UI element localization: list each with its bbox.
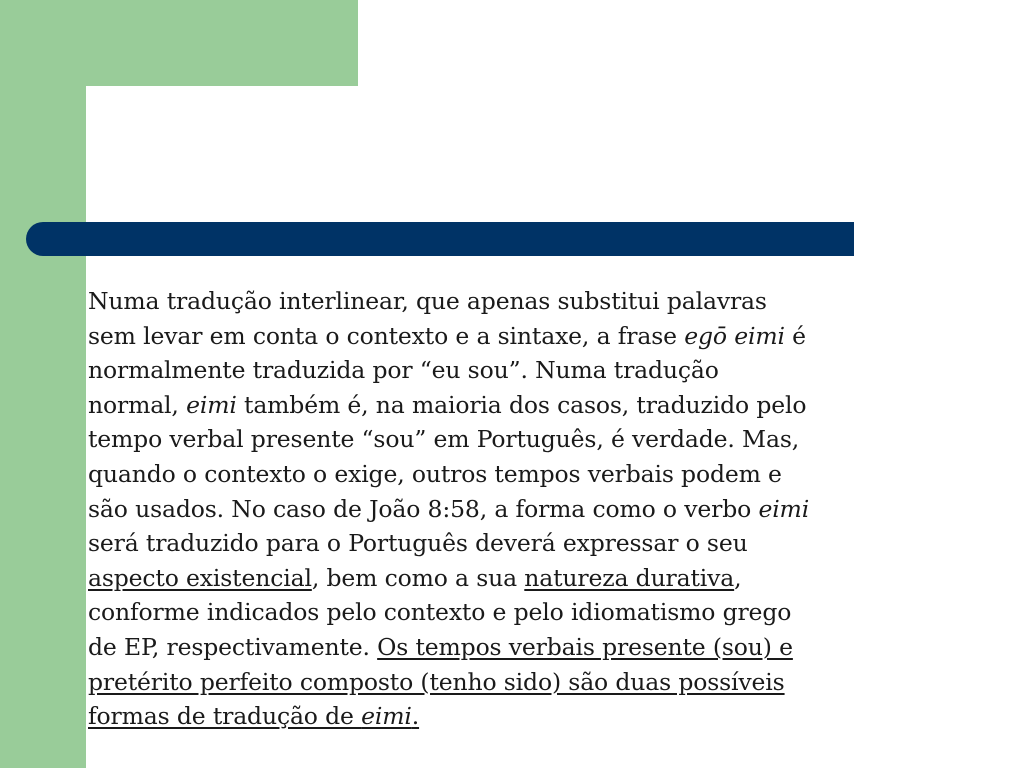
underlined-conclusion-end: formas de tradução de eimi.: [88, 702, 420, 731]
text-line-11: de EP, respectivamente. Os tempos verbais presente (sou) e: [88, 632, 793, 661]
italic-term-eimi: eimi: [361, 702, 412, 731]
text-line-12: [88, 665, 968, 700]
underlined-aspecto-existencial: aspecto existencial: [88, 563, 312, 592]
text-line-3: normalmente traduzida por “eu sou”. Numa tradução: [88, 356, 719, 385]
text-line-8: será traduzido para o Português deverá expressar o seu: [88, 529, 748, 558]
italic-term-eimi: eimi: [758, 494, 810, 523]
underlined-conclusion-start: Os tempos verbais presente (sou) e: [377, 632, 793, 661]
text-line-10: conforme indicados pelo contexto e pelo idiomatismo grego: [88, 598, 792, 627]
underlined-natureza-durativa: natureza durativa: [524, 563, 735, 592]
text-line-13: [88, 699, 968, 734]
text-line-2: sem levar em conta o contexto e a sintaxe, a frase egō eimi é: [88, 321, 806, 350]
text-line-6: quando o contexto o exige, outros tempos verbais podem e: [88, 459, 782, 488]
text-line-9: aspecto existencial, bem como a sua natureza durativa,: [88, 563, 742, 592]
body-paragraph: [88, 284, 968, 734]
text-line-4: normal, eimi também é, na maioria dos casos, traduzido pelo: [88, 390, 807, 419]
title-bar-decoration: [26, 222, 854, 256]
top-green-block: [0, 0, 358, 86]
underlined-conclusion-middle: pretérito perfeito composto (tenho sido) são duas possíveis: [88, 667, 785, 696]
left-green-strip: [0, 0, 86, 768]
italic-term-eimi: eimi: [186, 390, 237, 419]
text-line-5: tempo verbal presente “sou” em Português, é verdade. Mas,: [88, 425, 800, 454]
italic-term-ego-eimi: egō eimi: [684, 321, 785, 350]
text-line-1: Numa tradução interlinear, que apenas substitui palavras: [88, 287, 767, 315]
text-line-7: são usados. No caso de João 8:58, a forma como o verbo eimi: [88, 494, 810, 523]
